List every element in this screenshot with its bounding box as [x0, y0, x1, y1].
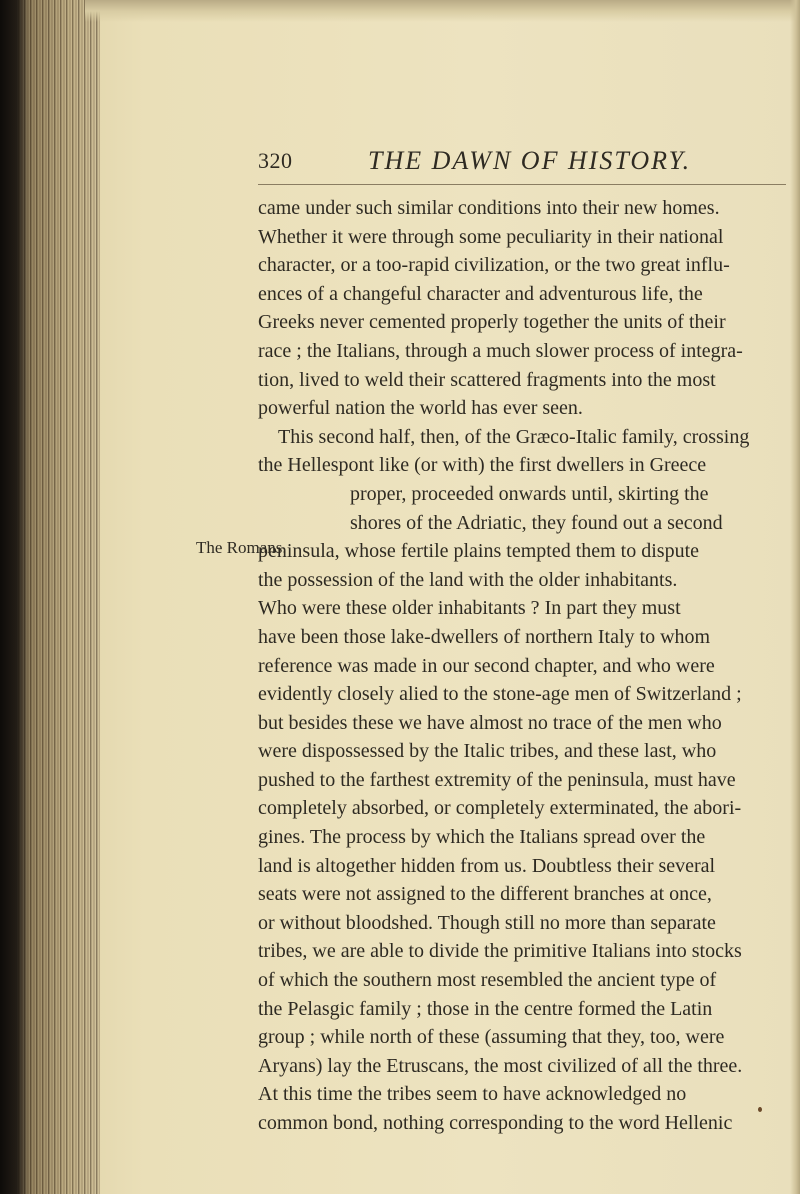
text-line: land is altogether hidden from us. Doubtless their several — [258, 854, 716, 877]
text-line: common bond, nothing corresponding to the word Hellenic — [258, 1112, 733, 1134]
text-line: race ; the Italians, through a much slower process of integra- — [258, 339, 743, 362]
running-head: THE DAWN OF HISTORY. — [368, 146, 692, 175]
page-top-edge — [85, 0, 800, 22]
text-line: Whether it were through some peculiarity in their national — [258, 225, 724, 248]
text-line: At this time the tribes seem to have acknowledged no — [258, 1083, 687, 1106]
text-line: came under such similar conditions into their new homes. — [258, 197, 720, 219]
text-line: the Pelasgic family ; those in the centre formed the Latin — [258, 997, 713, 1020]
text-line: proper, proceeded onwards until, skirting the — [350, 482, 709, 505]
text-line: character, or a too-rapid civilization, or the two great influ- — [258, 254, 730, 277]
text-line: ences of a changeful character and adventurous life, the — [258, 282, 703, 305]
text-line: seats were not assigned to the different branches at once, — [258, 883, 712, 906]
text-line: group ; while north of these (assuming that they, too, were — [258, 1026, 725, 1049]
text-line: tribes, we are able to divide the primitive Italians into stocks — [258, 940, 742, 963]
margin-note: The Romans. — [196, 538, 287, 557]
text-line: completely absorbed, or completely exterminated, the abori- — [258, 797, 742, 820]
text-line: shores of the Adriatic, they found out a second — [350, 511, 723, 534]
page-number: 320 — [258, 148, 293, 173]
text-line: but besides these we have almost no trace of the men who — [258, 711, 722, 734]
text-line: Aryans) lay the Etruscans, the most civilized of all the three. — [258, 1054, 743, 1077]
header-rule — [258, 184, 786, 185]
text-line: have been those lake-dwellers of northern Italy to whom — [258, 625, 711, 648]
text-line: the Hellespont like (or with) the first dwellers in Greece — [258, 454, 707, 477]
text-line: evidently closely alied to the stone-age men of Switzerland ; — [258, 683, 742, 706]
text-line: were dispossessed by the Italic tribes, and these last, who — [258, 740, 717, 763]
text-line: the possession of the land with the older inhabitants. — [258, 568, 678, 591]
text-line: gines. The process by which the Italians spread over the — [258, 826, 706, 849]
paper-speck — [758, 1107, 762, 1112]
text-line: This second half, then, of the Græco-Italic family, crossing — [278, 425, 750, 448]
binding-shadow — [0, 0, 28, 1194]
text-line: pushed to the farthest extremity of the peninsula, must have — [258, 768, 736, 791]
text-line: peninsula, whose fertile plains tempted them to dispute — [258, 540, 700, 563]
text-line: Who were these older inhabitants ? In part they must — [258, 597, 681, 620]
text-line: or without bloodshed. Though still no more than separate — [258, 911, 716, 934]
page-header — [258, 146, 798, 186]
text-line: of which the southern most resembled the ancient type of — [258, 969, 717, 992]
text-line: Greeks never cemented properly together the units of their — [258, 311, 726, 334]
text-line: tion, lived to weld their scattered fragments into the most — [258, 368, 716, 391]
text-line: powerful nation the world has ever seen. — [258, 397, 583, 420]
body-text — [258, 194, 798, 1138]
text-line: reference was made in our second chapter, and who were — [258, 654, 715, 677]
